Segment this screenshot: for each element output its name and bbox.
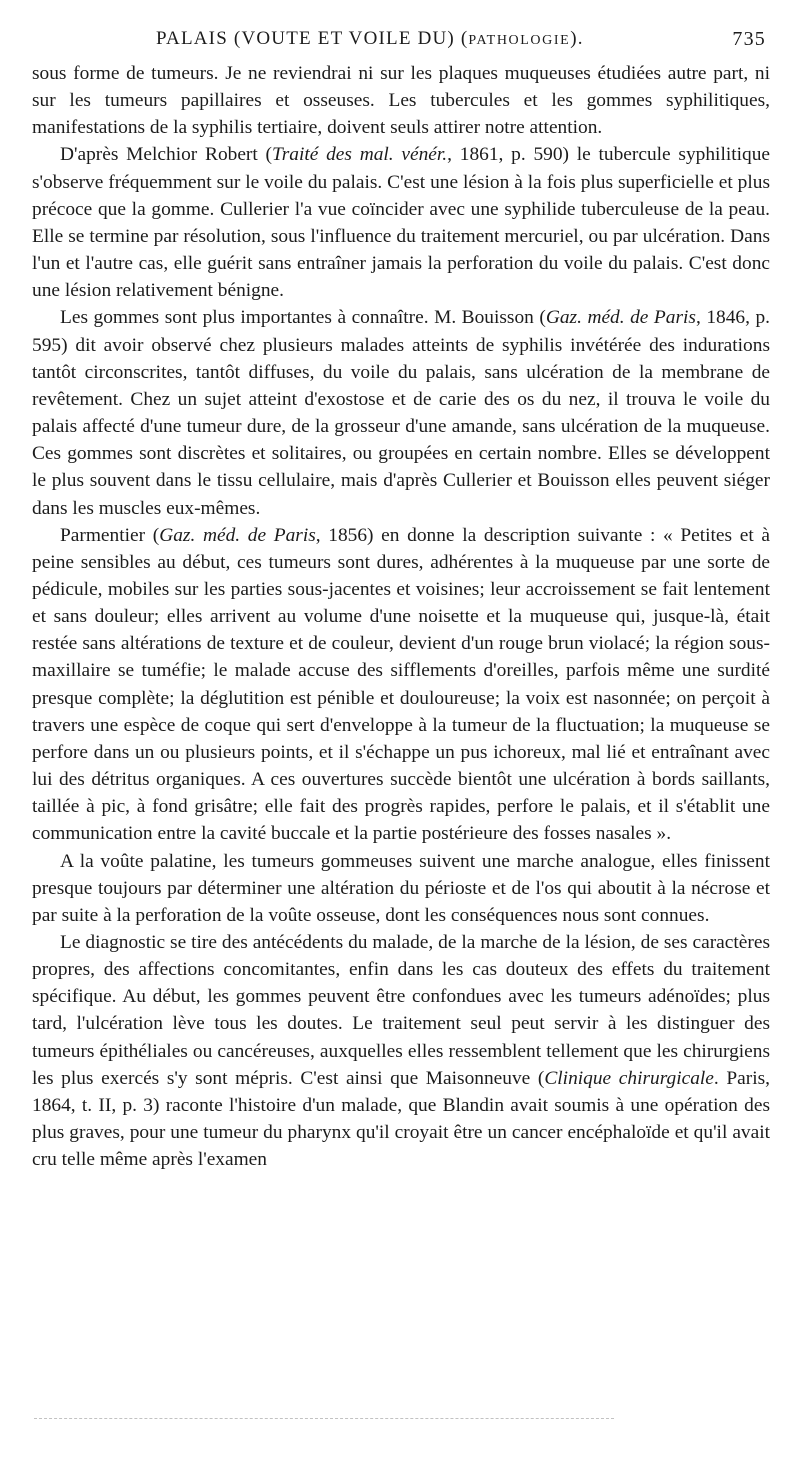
footer-rule [34,1418,614,1419]
page-number: 735 [732,28,766,50]
header-title: PALAIS (VOUTE ET VOILE DU) (PATHOLOGIE). [156,28,584,49]
paragraph-text: , 1846, p. 595) dit avoir observé chez plusieurs malades atteints de syphilis invétérée des indurations tantôt circonscrites, tantôt diffuses, du voile du palais, sans ulcération de la membrane de revêtement. Chez un sujet atteint d'exostose et de carie des os du nez, il trouva le voile du palais affecté d'une tumeur dure, de la grosseur d'une amande, sans ulcération de la muqueuse. Ces gommes sont discrètes et solitaires, ou groupées en certain nombre. Elles se développent le plus souvent dans le tissu cellulaire, mais d'après Cullerier et Bouisson elles peuvent siéger dans les muscles eux-mêmes. [32,307,770,519]
paragraph-text: , 1856) en donne la description suivante : « Petites et à peine sensibles au début, ces tumeurs sont dures, adhérentes à la muqueuse par une sorte de pédicule, mobiles sur les parties sous-jacentes et voisines; leur accroissement se fait lentement et sans douleur; elles arrivent au volume d'une noisette et la muqueuse qui, jusque-là, était restée sans altérations de texture et de couleur, devient d'un rouge brun violacé; la région sous-maxillaire se tuméfie; le malade accuse des sifflements d'oreilles, parfois même une surdité presque complète; la déglutition est pénible et douloureuse; la voix est nasonnée; on perçoit à travers une espèce de coque qui sert d'enveloppe à la tumeur de la fluctuation; la muqueuse se perfore dans un ou plusieurs points, et il s'échappe un pus ichoreux, mal lié et entraînant avec lui des détritus organiques. A ces ouvertures succède bientôt une ulcération à bords saillants, taillée à pic, à fond grisâtre; elle fait des progrès rapides, perfore le palais, et il s'établit une communication entre la cavité buccale et la partie postérieure des fosses nasales ». [32,524,770,845]
citation-text: Clinique chirurgicale [544,1067,714,1089]
paragraph [32,304,770,521]
citation-text: Gaz. méd. de Paris [159,524,316,546]
running-header [32,28,770,60]
paragraph-text: Le diagnostic se tire des antécédents du malade, de la marche de la lésion, de ses caractères propres, des affections concomitantes, enfin dans les cas douteux des effets du traitement spécifique. Au début, les gommes peuvent être confondues avec les tumeurs adénoïdes; plus tard, l'ulcération lève tous les doutes. Le traitement seul peut servir à les distinguer des tumeurs épithéliales ou cancéreuses, auxquelles elles ressemblent tellement que les chirurgiens les plus exercés s'y sont mépris. C'est ainsi que Maisonneuve ( [32,932,770,1089]
citation-text: Gaz. méd. de Paris [545,307,696,329]
paragraph [32,522,770,848]
paragraph [32,141,770,304]
citation-text: Traité des mal. vénér. [272,144,448,166]
paragraph-text: A la voûte palatine, les tumeurs gommeuses suivent une marche analogue, elles finissent presque toujours par déterminer une altération du périoste et de l'os qui aboutit à la nécrose et par suite à la perforation de la voûte osseuse, dont les conséquences nous sont connues. [32,850,770,926]
paragraph [32,929,770,1173]
body-text [32,60,770,1173]
paragraph-text: Les gommes sont plus importantes à connaître. M. Bouisson ( [60,307,546,329]
paragraph [32,60,770,141]
header-subtitle: PATHOLOGIE [468,33,571,48]
paragraph-text: , 1861, p. 590) le tubercule syphilitique s'observe fréquemment sur le voile du palais. C'est une lésion à la fois plus superficielle et plus précoce que la gomme. Cullerier l'a vue coïncider avec une syphilide tuberculeuse de la peau. Elle se termine par résolution, sous l'influence du traitement mercuriel, ou par ulcération. Dans l'un et l'autre cas, elle guérit sans entraîner jamais la perforation du voile du palais. C'est donc une lésion relativement bénigne. [32,144,770,302]
paragraph-text: sous forme de tumeurs. Je ne reviendrai ni sur les plaques muqueuses étudiées autre part, ni sur les tumeurs papillaires et osseuses. Les tubercules et les gommes syphilitiques, manifestations de la syphilis tertiaire, doivent seuls attirer notre attention. [32,63,770,139]
paragraph-text: D'après Melchior Robert ( [60,144,272,166]
paragraph-text: . Paris, 1864, t. II, p. 3) raconte l'histoire d'un malade, que Blandin avait soumis à une opération des plus graves, pour une tumeur du pharynx qu'il croyait être un cancer encéphaloïde et qu'il avait cru telle même après l'examen [32,1067,770,1171]
document-page [32,28,770,1173]
paragraph [32,848,770,929]
paragraph-text: Parmentier ( [60,524,160,546]
